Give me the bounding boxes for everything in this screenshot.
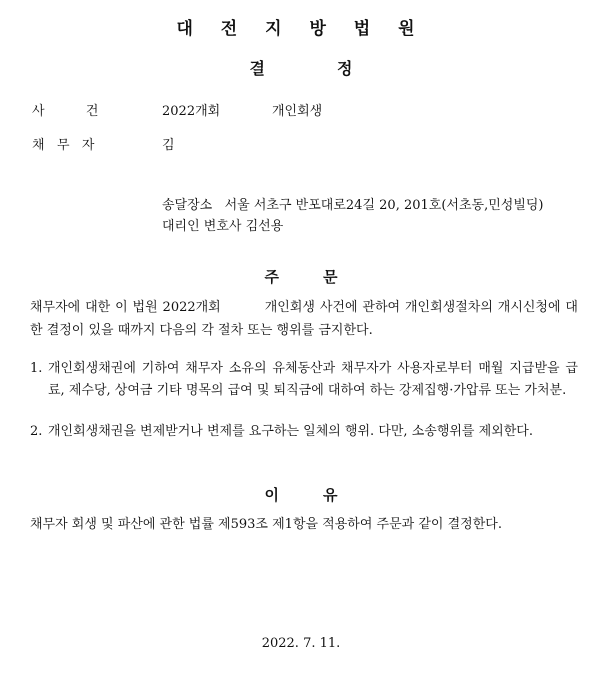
order-item-text: 개인회생채권을 변제받거나 변제를 요구하는 일체의 행위. 다만, 소송행위를 제외한다. [48, 424, 533, 439]
reason-heading-second: 유 [323, 486, 338, 504]
order-paragraph [30, 296, 578, 342]
case-number: 2022개회 [162, 104, 221, 119]
reason-heading-first: 이 [264, 486, 279, 504]
order-heading [0, 266, 602, 287]
document-title-second: 정 [337, 59, 353, 78]
order-paragraph-part-1: 채무자에 대한 이 법원 2022개회 [30, 300, 221, 315]
document-title [0, 56, 602, 79]
order-item-1 [30, 358, 578, 402]
court-name: 대 전 지 방 법 원 [176, 19, 426, 39]
order-item-2 [30, 421, 578, 443]
order-item-text: 개인회생채권에 기하여 채무자 소유의 유체동산과 채무자가 사용자로부터 매월 지급받을 급료, 제수당, 상여금 기타 명목의 급여 및 퇴직금에 대하여 하는 강제집행·가압류 또는 가처분. [48, 361, 578, 398]
document-title-first: 결 [249, 59, 265, 78]
reason-heading [0, 484, 602, 505]
debtor-label: 채 무 자 [32, 138, 95, 153]
order-heading-first: 주 [264, 268, 279, 286]
order-item-number: 2. [30, 424, 43, 439]
service-address: 송달장소 서울 서초구 반포대로24길 20, 201호(서초동,민성빌딩) [162, 198, 544, 213]
case-type: 개인회생 [272, 104, 323, 119]
debtor-name: 김 [162, 138, 175, 153]
legal-agent: 대리인 변호사 김선용 [162, 219, 284, 234]
decision-date: 2022. 7. 11. [261, 636, 341, 651]
order-item-number: 1. [30, 361, 43, 376]
reason-text: 채무자 회생 및 파산에 관한 법률 제593조 제1항을 적용하여 주문과 같이 결정한다. [30, 517, 502, 532]
order-heading-second: 문 [323, 268, 338, 286]
case-label: 사 건 [32, 104, 99, 119]
order-paragraph-part-2: 개인회생 사건에 관하여 개인회생절차의 개시신청에 대한 결정이 있을 때까지 다음의 각 절차 또는 행위를 금지한다. [30, 300, 578, 338]
